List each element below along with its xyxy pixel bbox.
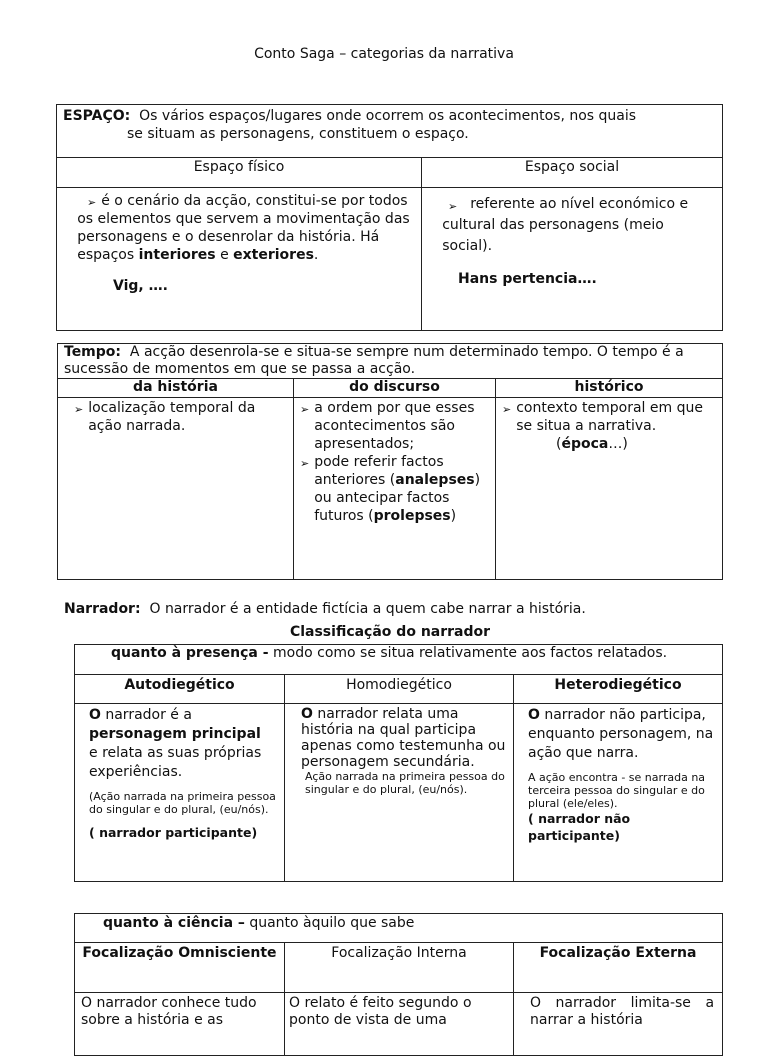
auto-bold: personagem principal bbox=[89, 726, 261, 742]
espaco-intro-line1: Os vários espaços/lugares onde ocorrem os acontecimentos, nos quais bbox=[139, 108, 637, 124]
espaco-social-example: Hans pertencia…. bbox=[458, 271, 597, 287]
homo-cell bbox=[285, 704, 514, 882]
tempo-col3-header: histórico bbox=[496, 379, 723, 398]
auto-line1: narrador é a bbox=[100, 707, 192, 723]
hetero-cell bbox=[514, 704, 723, 882]
espaco-fisico-cell bbox=[57, 188, 422, 331]
arrow-bullet-icon: ➢ bbox=[300, 457, 310, 470]
tempo-col2-item2-mid: ) ou antecipar factos futuros ( bbox=[314, 472, 481, 524]
espaco-intro-line2: se situam as personagens, constituem o espaço. bbox=[127, 126, 469, 142]
auto-small: (Ação narrada na primeira pessoa do singular e do plural, (eu/nós). bbox=[89, 790, 276, 816]
espaco-social-header: Espaço social bbox=[422, 158, 723, 188]
ciencia-text: quanto àquilo que sabe bbox=[244, 915, 415, 931]
homo-header: Homodiegético bbox=[285, 675, 514, 704]
presenca-table bbox=[74, 644, 723, 882]
interna-header: Focalização Interna bbox=[285, 943, 514, 993]
tempo-label: Tempo: bbox=[64, 344, 122, 360]
tempo-col1-header: da história bbox=[58, 379, 294, 398]
arrow-bullet-icon: ➢ bbox=[502, 403, 512, 416]
tempo-table bbox=[57, 343, 723, 580]
presenca-label: quanto à presença - bbox=[111, 645, 269, 661]
espaco-exteriores: exteriores bbox=[233, 247, 314, 263]
auto-line2: e relata as suas próprias experiências. bbox=[89, 745, 262, 780]
espaco-social-cell bbox=[422, 188, 723, 331]
externa-cell bbox=[514, 993, 723, 1056]
tempo-col2-header: do discurso bbox=[294, 379, 496, 398]
tempo-col3-text: contexto temporal em que se situa a narrativa. bbox=[516, 400, 703, 434]
arrow-bullet-icon: ➢ bbox=[74, 403, 84, 416]
hetero-text: narrador não participa, enquanto personagem, na ação que narra. bbox=[528, 707, 714, 761]
hetero-participante: ( narrador não participante) bbox=[528, 811, 631, 843]
tempo-col1-cell bbox=[58, 398, 294, 580]
hetero-header: Heterodiegético bbox=[514, 675, 723, 704]
ciencia-table bbox=[74, 913, 723, 1056]
auto-cell bbox=[75, 704, 285, 882]
tempo-col1-text: localização temporal da ação narrada. bbox=[88, 400, 256, 434]
espaco-social-text: referente ao nível económico e cultural das personagens (meio social). bbox=[442, 196, 689, 254]
presenca-text: modo como se situa relativamente aos factos relatados. bbox=[268, 645, 668, 661]
espaco-intro-cell bbox=[57, 105, 723, 158]
externa-header: Focalização Externa bbox=[514, 943, 723, 993]
espaco-dot: . bbox=[313, 247, 319, 263]
espaco-table bbox=[56, 104, 723, 331]
tempo-intro: A acção desenrola-se e situa-se sempre num determinado tempo. O tempo é a sucessão de momentos em que se passa a acção. bbox=[64, 344, 684, 377]
arrow-bullet-icon: ➢ bbox=[300, 403, 310, 416]
tempo-col3-close: …) bbox=[608, 436, 628, 452]
narrador-intro-line bbox=[64, 601, 586, 617]
interna-cell bbox=[285, 993, 514, 1056]
tempo-col3-epoca-line bbox=[502, 435, 718, 453]
homo-small: Ação narrada na primeira pessoa do singular e do plural, (eu/nós). bbox=[305, 770, 505, 796]
auto-participante: ( narrador participante) bbox=[89, 825, 258, 840]
auto-header: Autodiegético bbox=[75, 675, 285, 704]
tempo-analepses: analepses bbox=[395, 472, 475, 488]
espaco-fisico-text: é o cenário da acção, constitui-se por todos os elementos que servem a movimentação das personagens e o desenrolar da história. Há espaços bbox=[77, 193, 410, 263]
espaco-interiores: interiores bbox=[138, 247, 216, 263]
tempo-intro-cell bbox=[58, 344, 723, 379]
tempo-col3-open: ( bbox=[556, 436, 562, 452]
homo-text: narrador relata uma história na qual participa apenas como testemunha ou personagem secundária. bbox=[301, 706, 506, 770]
interna-text: O relato é feito segundo o ponto de vista de uma bbox=[289, 995, 472, 1028]
tempo-epoca: época bbox=[561, 436, 609, 452]
tempo-col3-cell bbox=[496, 398, 723, 580]
espaco-fisico-header: Espaço físico bbox=[57, 158, 422, 188]
arrow-bullet-icon: ➢ bbox=[87, 196, 97, 209]
ciencia-label: quanto à ciência – bbox=[103, 915, 245, 931]
omni-text: O narrador conhece tudo sobre a história e as bbox=[81, 995, 257, 1028]
espaco-fisico-example: Vig, …. bbox=[113, 278, 168, 294]
tempo-col2-item2-pre: pode referir factos anteriores ( bbox=[314, 454, 444, 488]
externa-text: O narrador limita-se a narrar a história bbox=[530, 995, 715, 1028]
ciencia-intro-cell bbox=[75, 914, 723, 943]
omni-cell bbox=[75, 993, 285, 1056]
narrador-intro: O narrador é a entidade fictícia a quem cabe narrar a história. bbox=[149, 601, 586, 617]
espaco-e: e bbox=[215, 247, 234, 263]
tempo-col2-item2 bbox=[314, 453, 491, 525]
narrador-class-title: Classificação do narrador bbox=[289, 624, 491, 640]
tempo-col2-item1: a ordem por que esses acontecimentos são apresentados; bbox=[314, 400, 475, 452]
arrow-bullet-icon: ➢ bbox=[448, 200, 458, 213]
tempo-prolepses: prolepses bbox=[373, 508, 451, 524]
homo-o: O bbox=[301, 706, 313, 722]
hetero-o: O bbox=[528, 707, 540, 723]
narrador-label: Narrador: bbox=[64, 601, 141, 617]
tempo-col2-item2-end: ) bbox=[450, 508, 457, 524]
omni-header: Focalização Omnisciente bbox=[75, 943, 285, 993]
auto-o: O bbox=[89, 707, 101, 723]
hetero-small: A ação encontra - se narrada na terceira pessoa do singular e do plural (ele/eles). bbox=[528, 771, 706, 810]
presenca-intro-cell bbox=[75, 645, 723, 675]
espaco-label: ESPAÇO: bbox=[63, 108, 131, 124]
document-title: Conto Saga – categorias da narrativa bbox=[254, 46, 514, 62]
tempo-col2-cell bbox=[294, 398, 496, 580]
